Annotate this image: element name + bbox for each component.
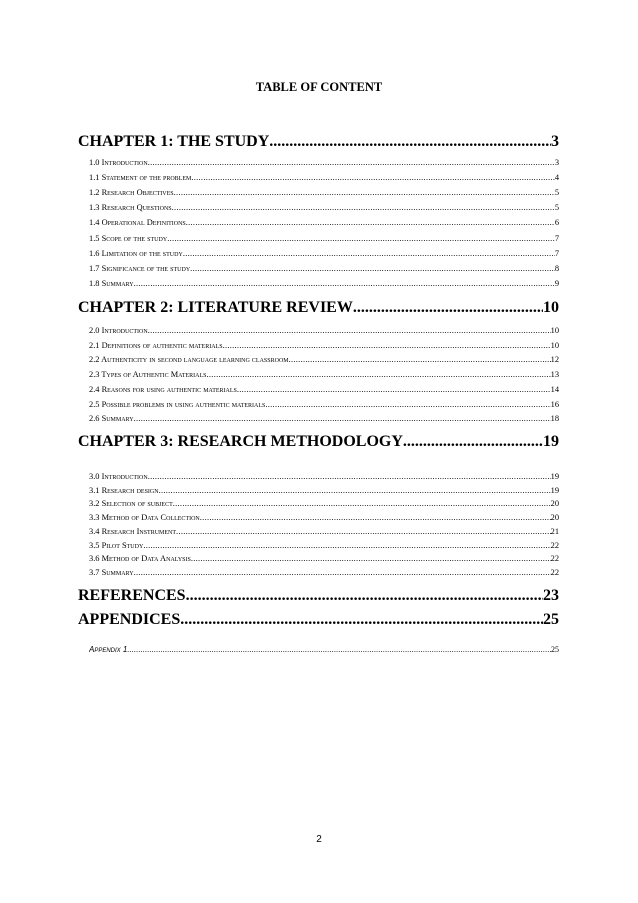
dot-leader bbox=[172, 203, 555, 213]
dot-leader bbox=[265, 400, 550, 410]
dot-leader bbox=[176, 527, 551, 537]
dot-leader bbox=[159, 486, 551, 496]
toc-entry-label: 2.2 Authenticity in second language learning classroom bbox=[89, 355, 289, 364]
toc-entry[interactable] bbox=[89, 414, 559, 424]
toc-entry-label: 3.1 Research design bbox=[89, 486, 159, 495]
toc-entry[interactable] bbox=[89, 385, 559, 395]
dot-leader bbox=[174, 188, 555, 198]
dot-leader bbox=[183, 249, 555, 259]
toc-page-number: 22 bbox=[550, 568, 559, 577]
dot-leader bbox=[200, 513, 551, 523]
toc-page-number: 21 bbox=[550, 527, 559, 536]
dot-leader bbox=[148, 326, 551, 336]
toc-page-number: 4 bbox=[554, 173, 559, 182]
toc-entry-label: 1.2 Research Objectives bbox=[89, 188, 174, 197]
toc-page-number: 7 bbox=[554, 249, 559, 258]
dot-leader bbox=[289, 355, 551, 365]
toc-entry[interactable] bbox=[89, 173, 559, 183]
toc-title: TABLE OF CONTENT bbox=[255, 80, 383, 94]
toc-entry-label: 3.4 Research Instrument bbox=[89, 527, 177, 536]
toc-entry[interactable] bbox=[89, 203, 559, 213]
dot-leader bbox=[237, 385, 551, 395]
dot-leader bbox=[173, 499, 551, 509]
page-number: 2 bbox=[316, 834, 322, 845]
dot-leader bbox=[269, 133, 551, 151]
toc-chapter-heading[interactable] bbox=[78, 133, 559, 151]
dot-leader bbox=[403, 433, 543, 451]
toc-entry[interactable] bbox=[89, 554, 559, 564]
dot-leader bbox=[353, 299, 543, 317]
toc-entry-label: 3.5 Pilot Study bbox=[89, 541, 144, 550]
toc-entry-label: 1.7 Significance of the study bbox=[89, 264, 191, 273]
toc-entry[interactable] bbox=[89, 355, 559, 365]
toc-entry-label: 3.2 Selection of subject bbox=[89, 499, 173, 508]
toc-entry[interactable] bbox=[89, 527, 559, 537]
dot-leader bbox=[191, 554, 551, 564]
toc-entry[interactable] bbox=[89, 326, 559, 336]
dot-leader bbox=[143, 541, 550, 551]
toc-page-number: 25 bbox=[551, 645, 559, 654]
toc-entry[interactable] bbox=[89, 264, 559, 274]
toc-entry-label: 3.0 Introduction bbox=[89, 472, 148, 481]
toc-page-number: 10 bbox=[550, 341, 559, 350]
toc-entry[interactable] bbox=[89, 218, 559, 228]
dot-leader bbox=[167, 234, 555, 244]
toc-entry-label: 2.1 Definitions of authentic materials bbox=[89, 341, 223, 350]
dot-leader bbox=[186, 587, 543, 605]
dot-leader bbox=[207, 370, 551, 380]
toc-entry-label: 2.0 Introduction bbox=[89, 326, 148, 335]
toc-page-number: 3 bbox=[551, 133, 559, 150]
toc-page-number: 5 bbox=[554, 203, 559, 212]
toc-entry[interactable] bbox=[89, 486, 559, 496]
toc-chapter-heading[interactable] bbox=[78, 433, 559, 451]
toc-page-number: 12 bbox=[550, 355, 559, 364]
dot-leader bbox=[134, 414, 551, 424]
toc-entry-label: 2.4 Reasons for using authentic materials bbox=[89, 385, 237, 394]
toc-page-number: 16 bbox=[550, 400, 559, 409]
dot-leader bbox=[134, 279, 555, 289]
toc-entry-label: 1.4 Operational Definitions bbox=[89, 218, 186, 227]
toc-page-number: 9 bbox=[554, 279, 559, 288]
toc-entry[interactable] bbox=[89, 513, 559, 523]
toc-page-number: 20 bbox=[550, 513, 559, 522]
toc-page-number: 6 bbox=[554, 218, 559, 227]
toc-entry[interactable] bbox=[89, 541, 559, 551]
toc-page-number: 19 bbox=[550, 472, 559, 481]
dot-leader bbox=[127, 645, 551, 655]
toc-entry-label: 1.6 Limitation of the study bbox=[89, 249, 183, 258]
toc-entry-label: 2.5 Possible problems in using authentic materials bbox=[89, 400, 266, 409]
toc-page-number: 19 bbox=[543, 433, 559, 450]
toc-entry-label: CHAPTER 3: RESEARCH METHODOLOGY bbox=[78, 433, 403, 450]
toc-appendix-entry[interactable] bbox=[89, 645, 559, 655]
toc-entry-label: 1.5 Scope of the study bbox=[89, 234, 168, 243]
toc-references-heading[interactable] bbox=[78, 587, 559, 605]
toc-entry[interactable] bbox=[89, 400, 559, 410]
toc-page-number: 14 bbox=[550, 385, 559, 394]
toc-page-number: 10 bbox=[550, 326, 559, 335]
toc-entry-label: 3.7 Summary bbox=[89, 568, 134, 577]
toc-page-number: 23 bbox=[543, 587, 559, 604]
toc-page-number: 18 bbox=[550, 414, 559, 423]
toc-entry[interactable] bbox=[89, 234, 559, 244]
toc-page-number: 19 bbox=[550, 486, 559, 495]
dot-leader bbox=[148, 472, 551, 482]
toc-entry-label: 1.3 Research Questions bbox=[89, 203, 172, 212]
toc-entry[interactable] bbox=[89, 472, 559, 482]
toc-entry-label: 2.6 Summary bbox=[89, 414, 134, 423]
toc-entry[interactable] bbox=[89, 188, 559, 198]
toc-page-number: 10 bbox=[543, 299, 559, 316]
dot-leader bbox=[223, 341, 551, 351]
dot-leader bbox=[134, 568, 551, 578]
toc-page-number: 13 bbox=[550, 370, 559, 379]
toc-entry-label: APPENDICES bbox=[78, 611, 181, 628]
toc-entry-label: 2.3 Types of Authentic Materials bbox=[89, 370, 207, 379]
toc-entry[interactable] bbox=[89, 158, 559, 168]
toc-appendices-heading[interactable] bbox=[78, 611, 559, 629]
toc-page-number: 5 bbox=[554, 188, 559, 197]
toc-page-number: 20 bbox=[550, 499, 559, 508]
toc-entry[interactable] bbox=[89, 279, 559, 289]
toc-entry[interactable] bbox=[89, 370, 559, 380]
toc-entry-label: REFERENCES bbox=[78, 587, 186, 604]
toc-entry-label: 3.6 Method of Data Analysis bbox=[89, 554, 191, 563]
toc-entry-label: Appendix 1 bbox=[89, 645, 128, 654]
dot-leader bbox=[148, 158, 555, 168]
toc-page-number: 22 bbox=[550, 554, 559, 563]
toc-page-number: 25 bbox=[543, 611, 559, 628]
toc-chapter-heading[interactable] bbox=[78, 299, 559, 317]
toc-entry[interactable] bbox=[89, 499, 559, 509]
dot-leader bbox=[191, 173, 554, 183]
toc-page-number: 7 bbox=[554, 234, 559, 243]
toc-page-number: 3 bbox=[554, 158, 559, 167]
toc-page-number: 22 bbox=[550, 541, 559, 550]
dot-leader bbox=[180, 611, 543, 629]
toc-entry[interactable] bbox=[89, 249, 559, 259]
toc-entry[interactable] bbox=[89, 341, 559, 351]
toc-entry-label: 3.3 Method of Data Collection bbox=[89, 513, 200, 522]
toc-entry-label: 1.1 Statement of the problem bbox=[89, 173, 192, 182]
toc-page-number: 8 bbox=[554, 264, 559, 273]
toc-entry-label: 1.8 Summary bbox=[89, 279, 134, 288]
toc-entry-label: CHAPTER 2: LITERATURE REVIEW bbox=[78, 299, 353, 316]
toc-entry-label: CHAPTER 1: THE STUDY bbox=[78, 133, 270, 150]
toc-entry-label: 1.0 Introduction bbox=[89, 158, 148, 167]
toc-entry[interactable] bbox=[89, 568, 559, 578]
dot-leader bbox=[190, 264, 555, 274]
dot-leader bbox=[186, 218, 555, 228]
